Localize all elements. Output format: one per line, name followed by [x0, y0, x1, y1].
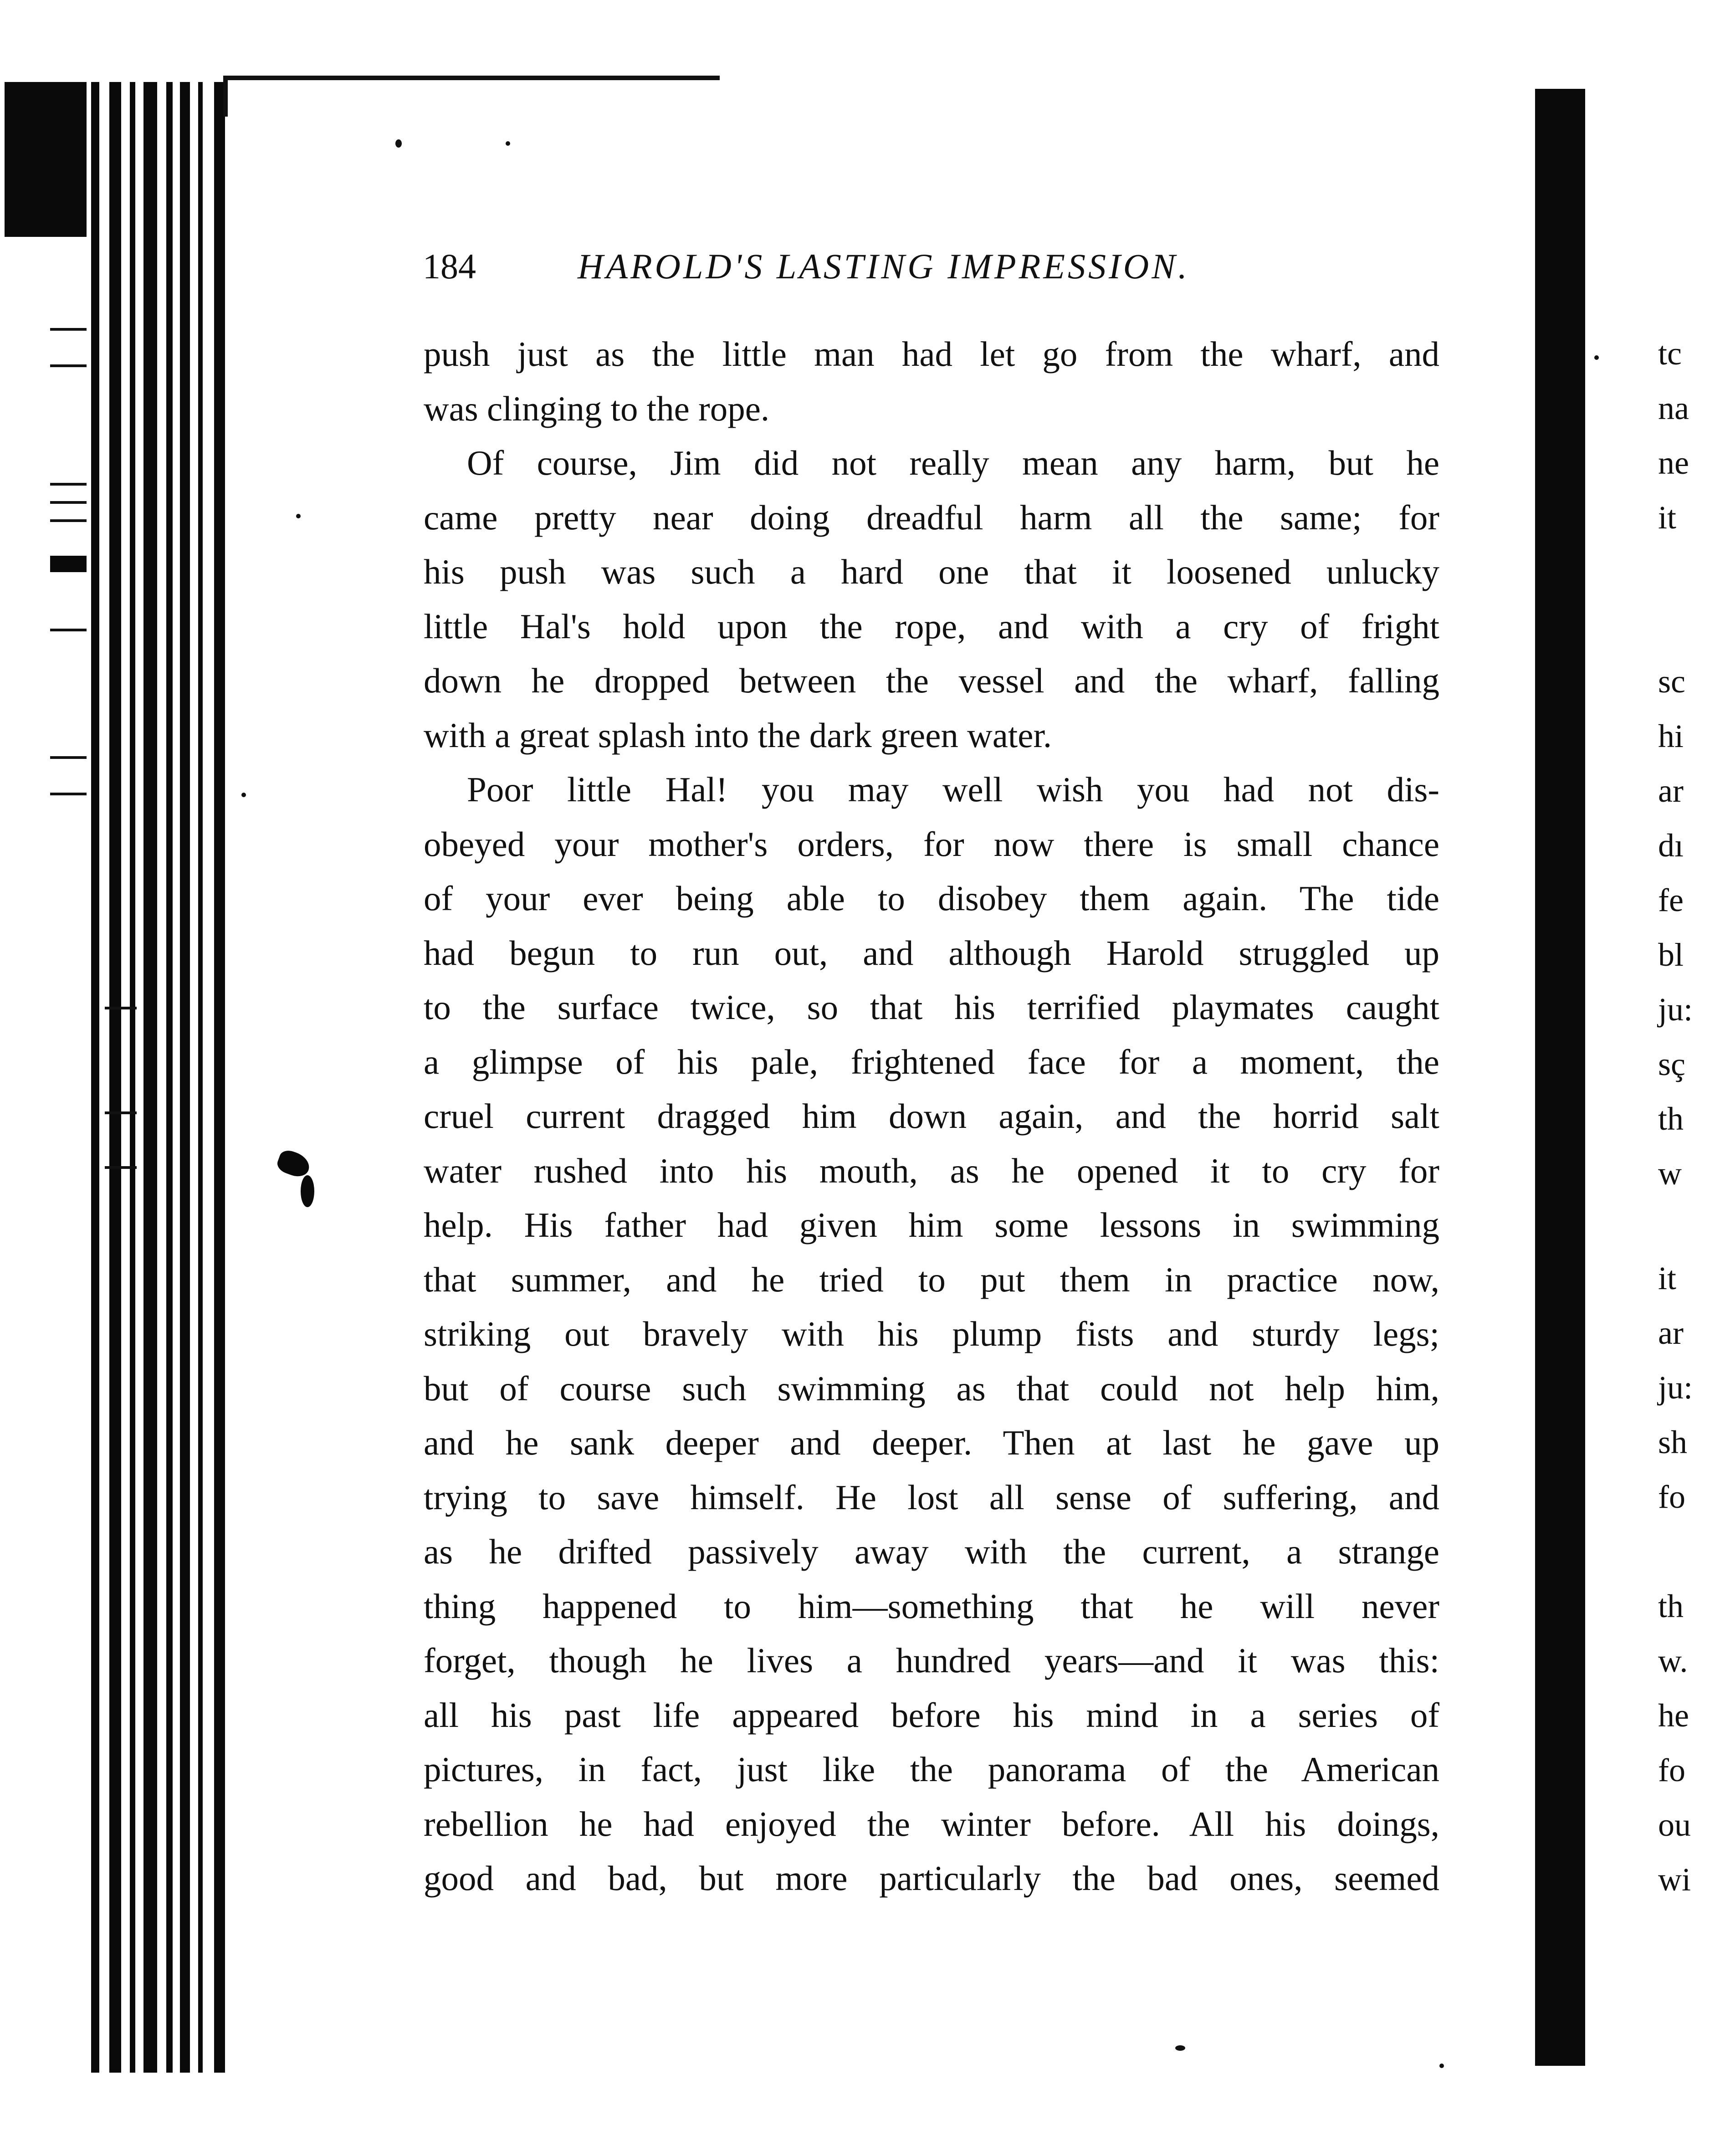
gutter-stripe: [198, 82, 203, 2073]
speck: [395, 139, 402, 148]
fragment: it: [1658, 1260, 1677, 1296]
fragment: w.: [1658, 1643, 1688, 1679]
next-page-fragments: [1658, 0, 1720, 2156]
binding-gutter: [0, 82, 260, 2073]
speck: [241, 793, 246, 797]
text-line: forget, though he lives a hundred years—and it was this:: [424, 1641, 1439, 1680]
fragment: it: [1658, 499, 1677, 536]
fragment: tc: [1658, 335, 1682, 372]
fragment: hi: [1658, 718, 1684, 754]
gutter-tick: [50, 328, 87, 331]
fragment: dı: [1658, 827, 1684, 864]
fragment: ou: [1658, 1807, 1691, 1843]
gutter-tick: [50, 756, 87, 759]
speck: [506, 141, 510, 146]
gutter-tick: [50, 483, 87, 486]
text-line: his push was such a hard one that it loosened unlucky: [424, 552, 1439, 591]
fragment: fe: [1658, 882, 1684, 918]
text-line: that summer, and he tried to put them in practice now,: [424, 1260, 1439, 1299]
gutter-stripe: [130, 82, 135, 2073]
text-line: thing happened to him—something that he will never: [424, 1586, 1439, 1626]
fragment: th: [1658, 1588, 1684, 1624]
fragment: ju:: [1658, 1369, 1693, 1406]
text-line: good and bad, but more particularly the bad ones, seemed: [424, 1859, 1439, 1898]
top-rule-corner: [223, 76, 228, 117]
page-number: 184: [423, 246, 476, 286]
text-line: trying to save himself. He lost all sense of suffering, and: [424, 1477, 1439, 1517]
fragment: fo: [1658, 1752, 1685, 1788]
text-line: push just as the little man had let go from the wharf, and: [424, 334, 1439, 374]
fragment: bl: [1658, 937, 1684, 973]
gutter-stripe: [214, 82, 225, 2073]
top-rule: [223, 76, 720, 80]
fragment: ne: [1658, 445, 1689, 481]
gutter-stripe: [109, 82, 121, 2073]
text-line: with a great splash into the dark green water.: [424, 715, 1052, 755]
ink-blot: [301, 1175, 314, 1207]
fragment: w: [1658, 1155, 1682, 1192]
speck: [1175, 2045, 1185, 2051]
next-page-edge: [1535, 89, 1585, 2066]
fragment: ar: [1658, 1315, 1684, 1351]
text-line: cruel current dragged him down again, and the horrid salt: [424, 1096, 1439, 1136]
gutter-tick: [50, 501, 87, 504]
gutter-tick: [50, 793, 87, 795]
fragment: wi: [1658, 1861, 1691, 1898]
fragment: he: [1658, 1697, 1689, 1734]
body-text: [424, 327, 1439, 1906]
gutter-tick: [105, 1007, 137, 1009]
text-line: a glimpse of his pale, frightened face for a moment, the: [424, 1042, 1439, 1081]
speck: [1594, 355, 1599, 360]
fragment: na: [1658, 390, 1689, 426]
gutter-tick: [50, 629, 87, 631]
text-line: little Hal's hold upon the rope, and with a cry of fright: [424, 606, 1439, 646]
text-line: and he sank deeper and deeper. Then at last he gave up: [424, 1423, 1439, 1462]
text-line: help. His father had given him some lessons in swimming: [424, 1205, 1439, 1244]
text-line: to the surface twice, so that his terrified playmates caught: [424, 988, 1439, 1027]
fragment: fo: [1658, 1479, 1685, 1515]
fragment: sc: [1658, 663, 1685, 700]
text-line: pictures, in fact, just like the panorama of the American: [424, 1750, 1439, 1789]
text-line: came pretty near doing dreadful harm all the same; for: [424, 497, 1439, 537]
text-line: down he dropped between the vessel and the wharf, falling: [424, 661, 1439, 700]
speck: [1439, 2064, 1444, 2068]
gutter-dark-block: [50, 556, 87, 572]
gutter-dark-block: [5, 82, 87, 237]
gutter-tick: [50, 519, 87, 522]
gutter-tick: [105, 1166, 137, 1169]
text-line: Of course, Jim did not really mean any harm, but he: [467, 443, 1439, 482]
text-line: but of course such swimming as that could not help him,: [424, 1368, 1439, 1408]
text-line: water rushed into his mouth, as he opened it to cry for: [424, 1151, 1439, 1190]
gutter-tick: [105, 1111, 137, 1114]
text-line: obeyed your mother's orders, for now there is small chance: [424, 824, 1439, 864]
gutter-stripe: [166, 82, 173, 2073]
fragment: sç: [1658, 1046, 1685, 1082]
text-line: of your ever being able to disobey them again. The tide: [424, 879, 1439, 918]
fragment: th: [1658, 1101, 1684, 1137]
fragment: ju:: [1658, 991, 1693, 1028]
gutter-stripe: [180, 82, 190, 2073]
text-line: was clinging to the rope.: [424, 389, 770, 428]
gutter-tick: [50, 364, 87, 367]
text-line: all his past life appeared before his mind in a series of: [424, 1695, 1439, 1735]
page-header: [423, 237, 1470, 292]
text-line: as he drifted passively away with the current, a strange: [424, 1532, 1439, 1571]
fragment: sh: [1658, 1424, 1688, 1460]
text-line: Poor little Hal! you may well wish you had not dis-: [467, 770, 1439, 809]
speck: [296, 514, 301, 518]
gutter-stripe: [91, 82, 99, 2073]
fragment: ar: [1658, 773, 1684, 809]
text-line: had begun to run out, and although Harold struggled up: [424, 933, 1439, 973]
text-line: rebellion he had enjoyed the winter before. All his doings,: [424, 1804, 1439, 1844]
text-line: striking out bravely with his plump fists and sturdy legs;: [424, 1314, 1439, 1353]
gutter-stripe: [143, 82, 157, 2073]
running-head: HAROLD'S LASTING IMPRESSION.: [578, 246, 1190, 286]
